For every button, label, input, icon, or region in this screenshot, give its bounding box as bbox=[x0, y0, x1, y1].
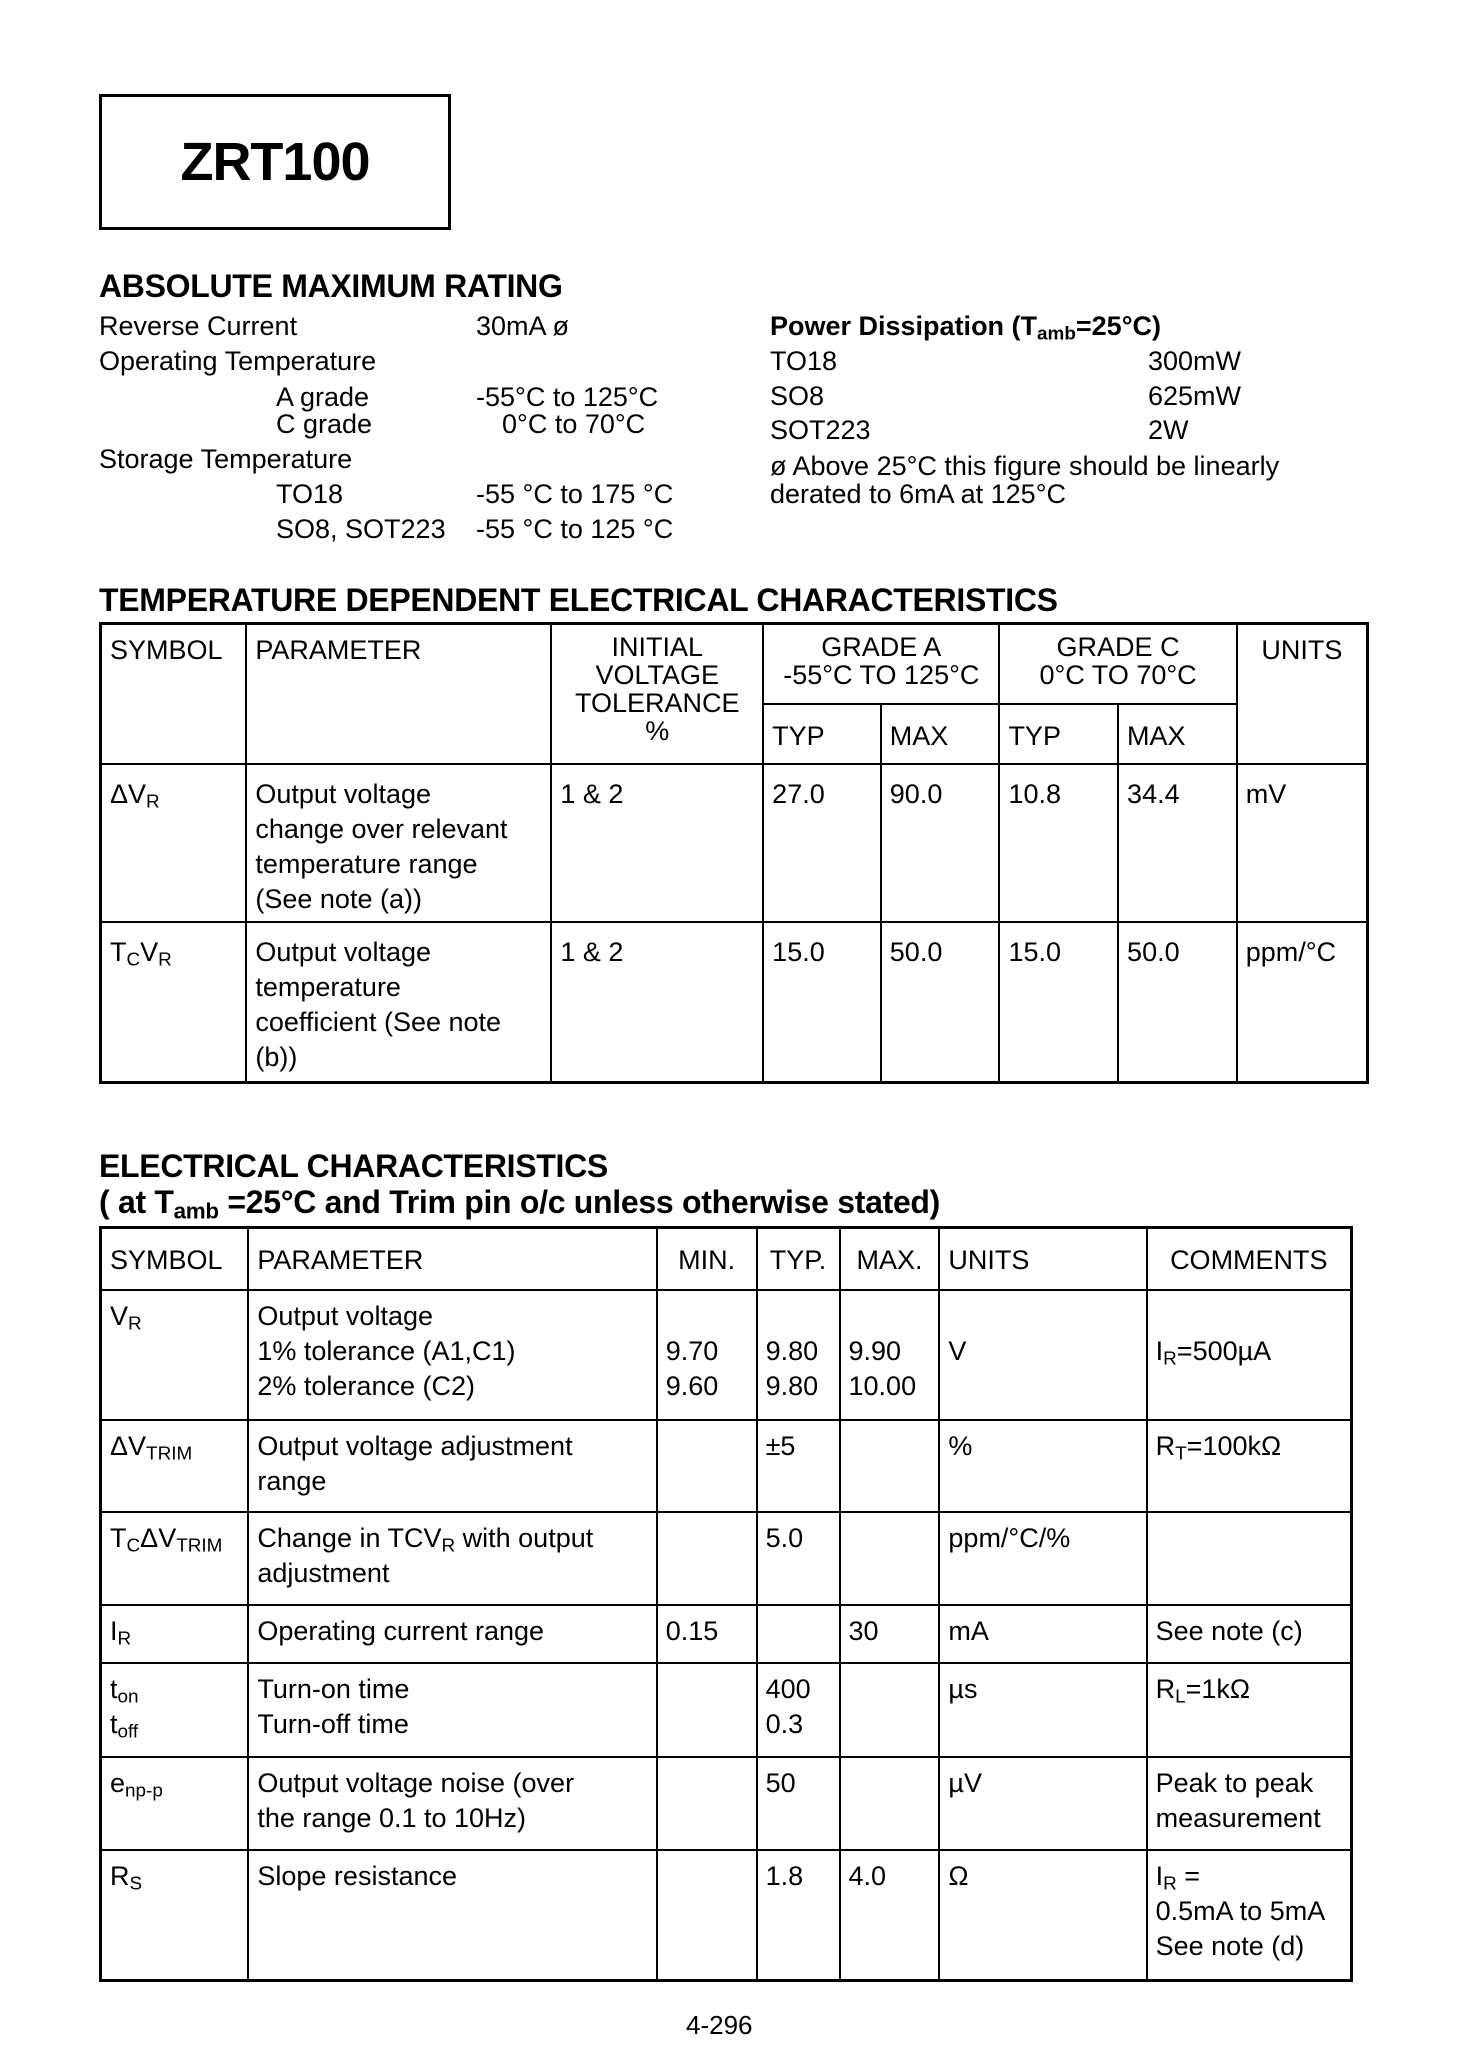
typ-cell: ±5 bbox=[757, 1420, 840, 1512]
grade-c-typ-cell: 10.8 bbox=[999, 764, 1118, 922]
min-cell bbox=[657, 1420, 757, 1512]
symbol-cell: $T_CV_R$ bbox=[101, 922, 247, 1083]
parameter-cell: Output voltage adjustment range bbox=[248, 1420, 656, 1512]
reverse-current-value: 30mA ø bbox=[476, 311, 570, 341]
max-cell: 30 bbox=[840, 1605, 940, 1663]
power-pkg-sot223: SOT223 bbox=[770, 415, 871, 445]
a-grade-label: A grade bbox=[276, 382, 370, 412]
temp-table-heading: TEMPERATURE DEPENDENT ELECTRICAL CHARACTERISTICS bbox=[99, 582, 1058, 618]
grade-c-max-cell: 34.4 bbox=[1118, 764, 1237, 922]
units-cell: ppm/°C/% bbox=[939, 1512, 1146, 1605]
comments-cell: $I_R=500\mu A$ bbox=[1147, 1290, 1352, 1420]
power-val-sot223: 2W bbox=[1148, 415, 1189, 445]
part-number: ZRT100 bbox=[180, 132, 370, 192]
parameter-cell: Slope resistance bbox=[248, 1850, 656, 1981]
table-row bbox=[101, 764, 1368, 922]
typ-cell: 50 bbox=[757, 1757, 840, 1850]
parameter-cell: Output voltage change over relevant temperature range (See note (a)) bbox=[246, 764, 551, 922]
typ-cell bbox=[757, 1605, 840, 1663]
power-pkg-to18: TO18 bbox=[770, 346, 838, 376]
symbol-cell: $V_R$ bbox=[101, 1290, 249, 1420]
th-symbol: SYMBOL bbox=[101, 1228, 249, 1290]
symbol-cell: $\Delta V_{TRIM}$ bbox=[101, 1420, 249, 1512]
units-cell: mA bbox=[939, 1605, 1146, 1663]
parameter-cell: Output voltage noise (over the range 0.1 to 10Hz) bbox=[248, 1757, 656, 1850]
units-cell: % bbox=[939, 1420, 1146, 1512]
typ-cell: 5.0 bbox=[757, 1512, 840, 1605]
min-cell bbox=[657, 1850, 757, 1981]
th-units: UNITS bbox=[1237, 624, 1368, 764]
symbol-cell: $R_S$ bbox=[101, 1850, 249, 1981]
max-cell bbox=[840, 1663, 940, 1757]
table-row bbox=[101, 1605, 1352, 1663]
th-symbol: SYMBOL bbox=[101, 624, 247, 764]
table-row bbox=[101, 922, 1368, 1083]
th-units: UNITS bbox=[939, 1228, 1146, 1290]
abs-max-heading: ABSOLUTE MAXIMUM RATING bbox=[99, 268, 563, 304]
tolerance-cell: 1 & 2 bbox=[551, 764, 763, 922]
symbol-cell: $T_C\Delta V_{TRIM}$ bbox=[101, 1512, 249, 1605]
symbol-cell: $e_{np-p}$ bbox=[101, 1757, 249, 1850]
table-row bbox=[101, 1420, 1352, 1512]
min-cell bbox=[657, 1757, 757, 1850]
so8-label: SO8, SOT223 bbox=[276, 514, 446, 544]
units-cell: µV bbox=[939, 1757, 1146, 1850]
units-cell: µs bbox=[939, 1663, 1146, 1757]
storage-temp-label: Storage Temperature bbox=[99, 444, 353, 474]
comments-cell: $R_T=100k\Omega$ bbox=[1147, 1420, 1352, 1512]
tolerance-cell: 1 & 2 bbox=[551, 922, 763, 1083]
max-cell: 9.90 10.00 bbox=[840, 1290, 940, 1420]
th-grade-a-max: MAX bbox=[881, 704, 1000, 764]
part-number-box bbox=[99, 94, 451, 230]
min-cell bbox=[657, 1512, 757, 1605]
derating-note-line2: derated to 6mA at 125°C bbox=[770, 479, 1066, 509]
parameter-cell: Turn-on time Turn-off time bbox=[248, 1663, 656, 1757]
elec-subheading: ( at $T_{amb} =25^\circ C$ and Trim pin o/c unless otherwise stated) bbox=[99, 1184, 941, 1224]
grade-c-max-cell: 50.0 bbox=[1118, 922, 1237, 1083]
comments-cell: $I_R$ = 0.5mA to 5mA See note (d) bbox=[1147, 1850, 1352, 1981]
symbol-cell: $\Delta V_R$ bbox=[101, 764, 247, 922]
max-cell bbox=[840, 1420, 940, 1512]
power-val-to18: 300mW bbox=[1148, 346, 1242, 376]
symbol-cell: $t_{on}$ $t_{off}$ bbox=[101, 1663, 249, 1757]
comments-cell: See note (c) bbox=[1147, 1605, 1352, 1663]
comments-cell: Peak to peak measurement bbox=[1147, 1757, 1352, 1850]
grade-a-typ-cell: 27.0 bbox=[763, 764, 881, 922]
comments-cell bbox=[1147, 1512, 1352, 1605]
operating-temp-label: Operating Temperature bbox=[99, 346, 377, 376]
th-grade-c-max: MAX bbox=[1118, 704, 1237, 764]
power-val-so8: 625mW bbox=[1148, 381, 1242, 411]
th-parameter: PARAMETER bbox=[246, 624, 551, 764]
grade-c-typ-cell: 15.0 bbox=[999, 922, 1118, 1083]
table-row bbox=[101, 1290, 1352, 1420]
grade-a-typ-cell: 15.0 bbox=[763, 922, 881, 1083]
typ-cell: 1.8 bbox=[757, 1850, 840, 1981]
th-min: MIN. bbox=[657, 1228, 757, 1290]
temp-characteristics-table bbox=[99, 622, 1369, 1084]
th-max: MAX. bbox=[840, 1228, 940, 1290]
th-initial-tolerance: INITIAL VOLTAGE TOLERANCE % bbox=[551, 624, 763, 764]
parameter-cell: Change in $TCV_R$ with output adjustment bbox=[248, 1512, 656, 1605]
units-cell: V bbox=[939, 1290, 1146, 1420]
reverse-current-label: Reverse Current bbox=[99, 311, 298, 341]
grade-a-max-cell: 90.0 bbox=[881, 764, 1000, 922]
min-cell: 9.70 9.60 bbox=[657, 1290, 757, 1420]
table-row bbox=[101, 1757, 1352, 1850]
th-grade-a-typ: TYP bbox=[763, 704, 881, 764]
symbol-cell: $I_R$ bbox=[101, 1605, 249, 1663]
typ-cell: 400 0.3 bbox=[757, 1663, 840, 1757]
power-dissipation-title: Power Dissipation $(T_{amb}=25^\circ C)$ bbox=[770, 311, 1161, 345]
units-cell: ppm/°C bbox=[1237, 922, 1368, 1083]
page-number: 4-296 bbox=[686, 2010, 753, 2040]
c-grade-label: C grade bbox=[276, 409, 373, 439]
max-cell bbox=[840, 1512, 940, 1605]
parameter-cell: Output voltage 1% tolerance (A1,C1) 2% tolerance (C2) bbox=[248, 1290, 656, 1420]
parameter-cell: Operating current range bbox=[248, 1605, 656, 1663]
comments-cell: $R_L=1k\Omega$ bbox=[1147, 1663, 1352, 1757]
to18-value: -55 °C to 175 °C bbox=[476, 479, 674, 509]
electrical-characteristics-table bbox=[99, 1226, 1353, 1982]
units-cell: Ω bbox=[939, 1850, 1146, 1981]
grade-a-max-cell: 50.0 bbox=[881, 922, 1000, 1083]
max-cell bbox=[840, 1757, 940, 1850]
th-grade-a: GRADE A -55°C TO 125°C bbox=[763, 624, 999, 704]
to18-label: TO18 bbox=[276, 479, 344, 509]
th-typ: TYP. bbox=[757, 1228, 840, 1290]
min-cell bbox=[657, 1663, 757, 1757]
typ-cell: 9.80 9.80 bbox=[757, 1290, 840, 1420]
table-row bbox=[101, 1850, 1352, 1981]
th-parameter: PARAMETER bbox=[248, 1228, 656, 1290]
elec-heading: ELECTRICAL CHARACTERISTICS bbox=[99, 1148, 608, 1184]
th-comments: COMMENTS bbox=[1147, 1228, 1352, 1290]
table-row bbox=[101, 1512, 1352, 1605]
so8-value: -55 °C to 125 °C bbox=[476, 514, 674, 544]
parameter-cell: Output voltage temperature coefficient (See note (b)) bbox=[246, 922, 551, 1083]
max-cell: 4.0 bbox=[840, 1850, 940, 1981]
min-cell: 0.15 bbox=[657, 1605, 757, 1663]
table-row bbox=[101, 1663, 1352, 1757]
a-grade-value: -55°C to 125°C bbox=[476, 382, 659, 412]
th-grade-c-typ: TYP bbox=[999, 704, 1118, 764]
c-grade-value: 0°C to 70°C bbox=[502, 409, 646, 439]
units-cell: mV bbox=[1237, 764, 1368, 922]
power-pkg-so8: SO8 bbox=[770, 381, 825, 411]
derating-note-line1: ø Above 25°C this figure should be linearly bbox=[770, 451, 1280, 481]
th-grade-c: GRADE C 0°C TO 70°C bbox=[999, 624, 1236, 704]
